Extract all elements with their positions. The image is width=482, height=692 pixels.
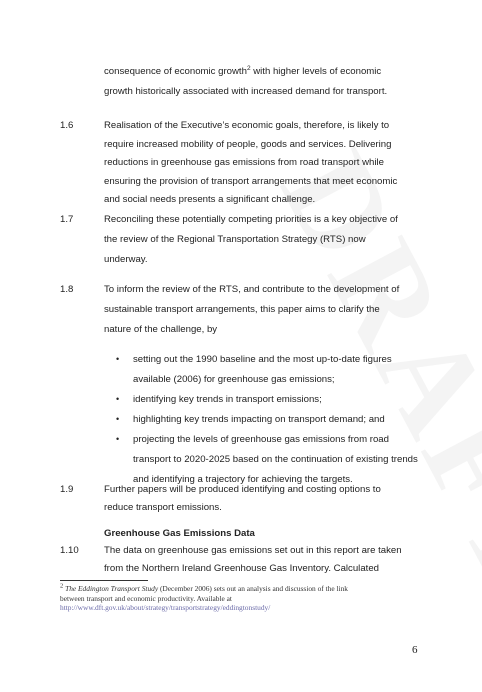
para-1-8-line: To inform the review of the RTS, and contribute to the development of [104, 284, 400, 295]
section-heading: Greenhouse Gas Emissions Data [104, 528, 255, 539]
para-number-1-7: 1.7 [60, 214, 74, 225]
footnote-line-1 [60, 584, 390, 594]
bullet-item-line: identifying key trends in transport emissions; [133, 394, 322, 405]
para-1-7-line: underway. [104, 254, 148, 265]
bullet-marker: • [116, 434, 120, 444]
para-1-9-line: reduce transport emissions. [104, 502, 222, 513]
para-1-7-line: the review of the Regional Transportation Strategy (RTS) now [104, 234, 366, 245]
para-1-10-line: The data on greenhouse gas emissions set out in this report are taken [104, 545, 402, 556]
para-1-6-line: require increased mobility of people, goods and services. Delivering [104, 138, 392, 150]
footnote-text: (December 2006) sets out an analysis and discussion of the link [158, 584, 348, 593]
footnote-ref-2: 2 [246, 64, 251, 72]
para-number-1-8: 1.8 [60, 284, 74, 295]
para-1-9-line: Further papers will be produced identifying and costing options to [104, 484, 381, 495]
bullet-item-line: setting out the 1990 baseline and the most up-to-date figures [133, 354, 392, 365]
bullet-marker: • [116, 354, 120, 364]
bullet-item-line: transport to 2020-2025 based on the continuation of existing trends [133, 454, 418, 465]
footnote-url-link[interactable]: http://www.dft.gov.uk/about/strategy/transportstrategy/eddingtonstudy/ [60, 603, 271, 613]
para-number-1-10: 1.10 [60, 545, 79, 556]
footnote-title: The Eddington Transport Study [65, 584, 159, 593]
para-number-1-9: 1.9 [60, 484, 74, 495]
para-1-10-line: from the Northern Ireland Greenhouse Gas Inventory. Calculated [104, 563, 379, 574]
para-1-8-line: nature of the challenge, by [104, 324, 218, 335]
footnote-line-2: between transport and economic productivity. Available at [60, 593, 232, 603]
bullet-item-line: and identifying a trajectory for achieving the targets. [133, 474, 353, 485]
bullet-marker: • [116, 394, 120, 404]
intro-line-2: growth historically associated with increased demand for transport. [104, 86, 388, 97]
para-1-6-line: and social needs presents a significant challenge. [104, 194, 316, 205]
para-1-6-line: ensuring the provision of transport arrangements that meet economic [104, 175, 398, 187]
para-1-7-line: Reconciling these potentially competing priorities is a key objective of [104, 214, 398, 225]
footnote [60, 584, 390, 613]
para-1-6-line: Realisation of the Executive’s economic goals, therefore, is likely to [104, 120, 390, 131]
bullet-marker: • [116, 414, 120, 424]
bullet-item-line: projecting the levels of greenhouse gas emissions from road [133, 434, 389, 445]
bullet-item-line: available (2006) for greenhouse gas emissions; [133, 374, 335, 385]
para-number-1-6: 1.6 [60, 120, 74, 131]
footnote-separator [60, 580, 148, 581]
bullet-item-line: highlighting key trends impacting on transport demand; and [133, 414, 385, 425]
page-number: 6 [412, 644, 418, 656]
para-1-6-line: reductions in greenhouse gas emissions from road transport while [104, 157, 384, 168]
para-1-8-line: sustainable transport arrangements, this paper aims to clarify the [104, 304, 380, 315]
intro-line-1 [104, 62, 434, 82]
footnote-mark: 2 [60, 582, 64, 590]
intro-text-b: with higher levels of economic [250, 66, 382, 77]
intro-text-a: consequence of economic growth [104, 66, 247, 77]
